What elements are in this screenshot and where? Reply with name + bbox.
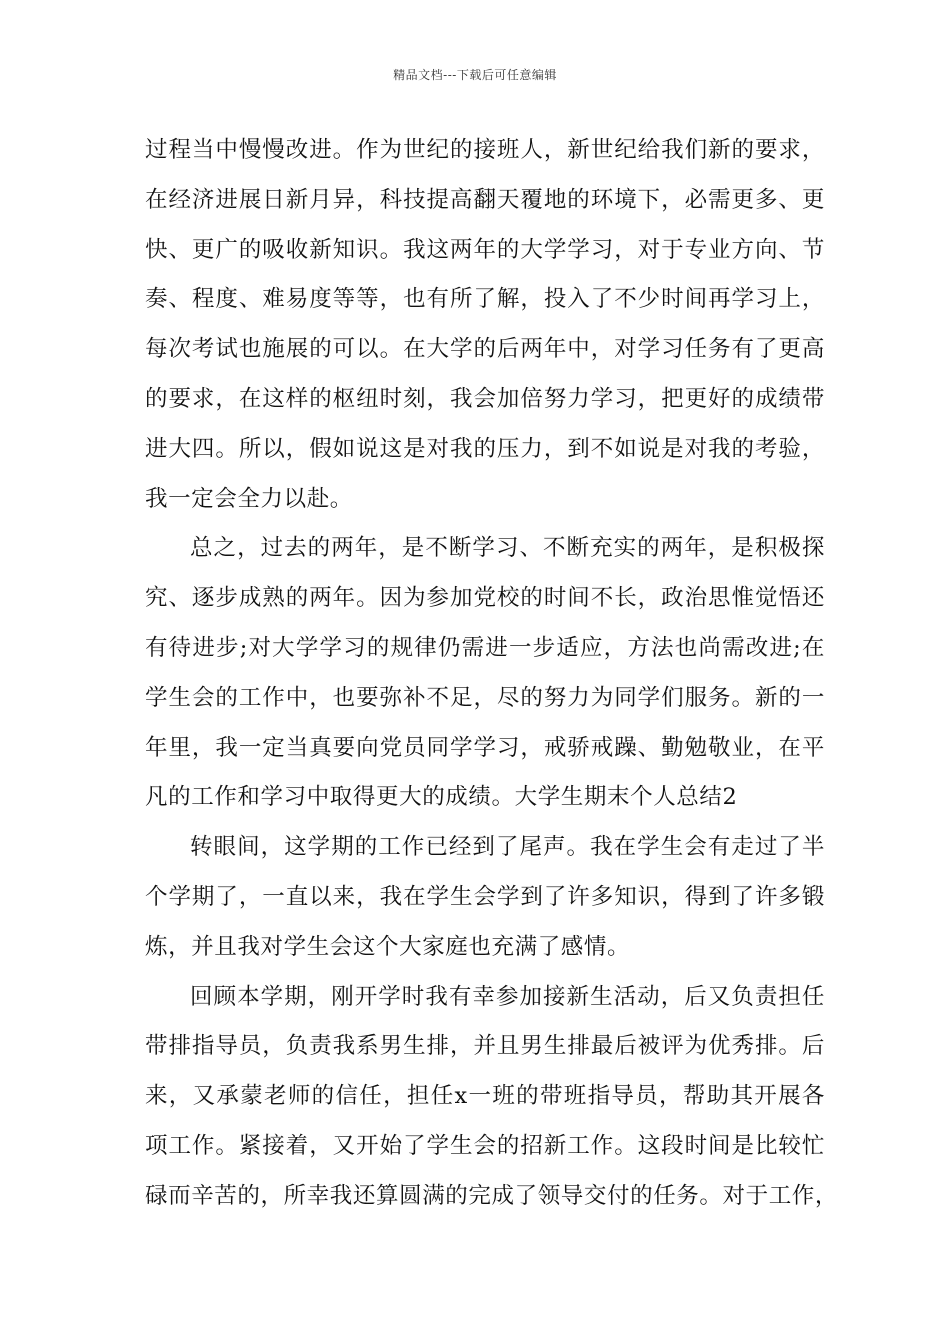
text-line: 转眼间，这学期的工作已经到了尾声。我在学生会有走过了半 (190, 834, 825, 861)
text-line: 进大四。所以，假如说这是对我的压力，到不如说是对我的考验， (145, 435, 825, 462)
text-line: 有待进步;对大学学习的规律仍需进一步适应，方法也尚需改进;在 (145, 634, 825, 661)
text-line: 年里，我一定当真要向党员同学学习，戒骄戒躁、勤勉敬业，在平 (145, 734, 825, 761)
text-line: 究、逐步成熟的两年。因为参加党校的时间不长，政治思惟觉悟还 (145, 585, 825, 612)
text-line: 我一定会全力以赴。 (145, 485, 353, 512)
text-line: 过程当中慢慢改进。作为世纪的接班人，新世纪给我们新的要求， (145, 137, 825, 163)
text-line: 凡的工作和学习中取得更大的成绩。大学生期末个人总结2 (145, 784, 738, 811)
text-line: 每次考试也施展的可以。在大学的后两年中，对学习任务有了更高 (145, 336, 825, 363)
text-line: 项工作。紧接着，又开始了学生会的招新工作。这段时间是比较忙 (145, 1132, 825, 1159)
text-line: 带排指导员，负责我系男生排，并且男生排最后被评为优秀排。后 (145, 1033, 825, 1060)
text-line: 回顾本学期，刚开学时我有幸参加接新生活动，后又负责担任 (190, 983, 825, 1010)
text-line: 总之，过去的两年，是不断学习、不断充实的两年，是积极探 (190, 535, 825, 562)
text-line: 奏、程度、难易度等等，也有所了解，投入了不少时间再学习上， (145, 286, 825, 313)
text-line: 在经济进展日新月异，科技提高翻天覆地的环境下，必需更多、更 (145, 186, 825, 213)
text-line: 个学期了，一直以来，我在学生会学到了许多知识，得到了许多锻 (145, 883, 825, 910)
page-header: 精品文档---下载后可任意编辑 (393, 68, 557, 82)
text-line: 学生会的工作中，也要弥补不足，尽的努力为同学们服务。新的一 (145, 684, 825, 711)
text-line: 碌而辛苦的，所幸我还算圆满的完成了领导交付的任务。对于工作， (145, 1182, 839, 1209)
text-line: 来，又承蒙老师的信任，担任x一班的带班指导员，帮助其开展各 (145, 1083, 825, 1110)
text-line: 的要求，在这样的枢纽时刻，我会加倍努力学习，把更好的成绩带 (145, 385, 825, 412)
text-line: 炼，并且我对学生会这个大家庭也充满了感情。 (145, 933, 631, 960)
text-line: 快、更广的吸收新知识。我这两年的大学学习，对于专业方向、节 (145, 236, 825, 263)
document-body (145, 126, 839, 1222)
